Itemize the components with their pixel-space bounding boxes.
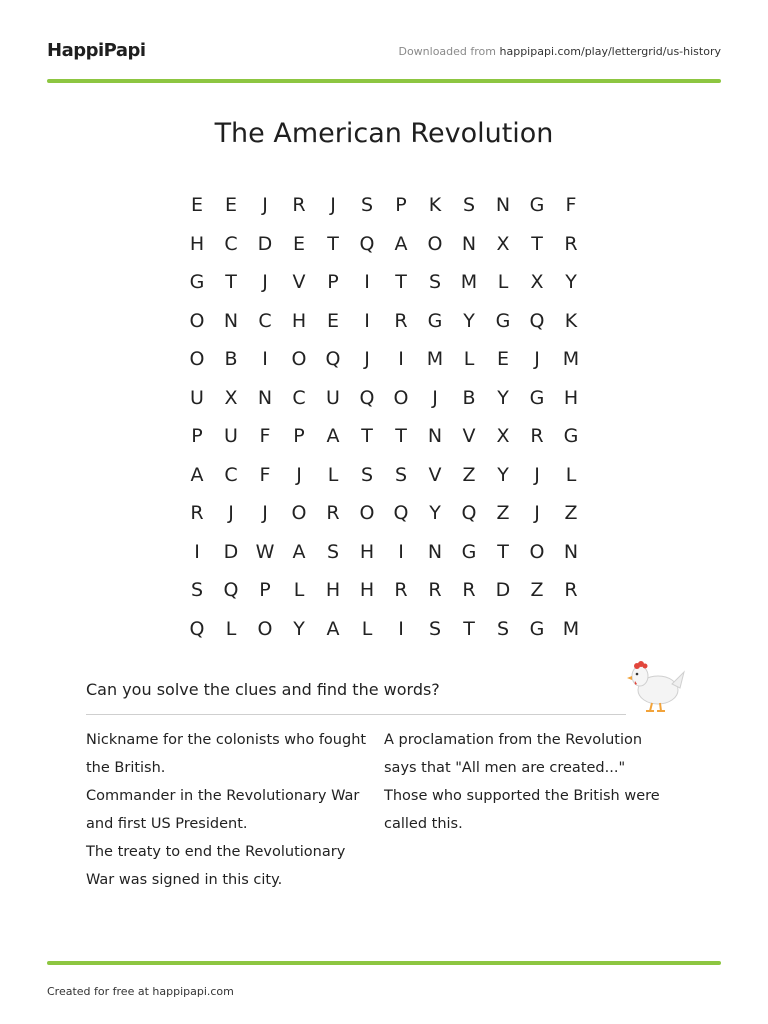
grid-letter[interactable]: J — [262, 271, 268, 294]
grid-letter[interactable]: Q — [325, 348, 341, 371]
grid-letter[interactable]: B — [462, 386, 476, 409]
grid-letter[interactable]: W — [255, 540, 275, 563]
grid-letter[interactable]: Q — [189, 617, 205, 640]
grid-letter[interactable]: N — [461, 232, 477, 255]
grid-letter[interactable]: N — [427, 540, 443, 563]
grid-letter[interactable]: G — [529, 194, 545, 217]
footer-divider — [47, 961, 721, 965]
grid-letter[interactable]: F — [259, 425, 271, 448]
clues-right-column — [384, 726, 674, 838]
grid-letter[interactable]: E — [190, 194, 203, 217]
grid-letter[interactable]: A — [394, 232, 408, 255]
grid-letter[interactable]: L — [565, 463, 577, 486]
grid-letter[interactable]: Z — [496, 502, 510, 525]
grid-letter[interactable]: U — [326, 386, 340, 409]
grid-letter[interactable]: K — [564, 309, 578, 332]
grid-letter[interactable]: U — [224, 425, 238, 448]
grid-row — [180, 533, 588, 572]
grid-letter[interactable]: M — [562, 348, 580, 371]
grid-letter[interactable]: D — [495, 579, 511, 602]
grid-letter[interactable]: D — [257, 232, 273, 255]
grid-letter[interactable]: Q — [529, 309, 545, 332]
letter-grid — [180, 186, 588, 648]
grid-letter[interactable]: T — [395, 425, 407, 448]
download-source — [398, 45, 721, 58]
grid-letter[interactable]: E — [224, 194, 237, 217]
grid-letter[interactable]: L — [293, 579, 305, 602]
grid-letter[interactable]: A — [326, 425, 340, 448]
grid-letter[interactable]: E — [326, 309, 339, 332]
grid-letter[interactable]: I — [194, 540, 200, 563]
grid-letter[interactable]: J — [534, 502, 540, 525]
grid-letter[interactable]: B — [224, 348, 238, 371]
grid-letter[interactable]: Q — [359, 232, 375, 255]
grid-letter[interactable]: O — [393, 386, 409, 409]
grid-letter[interactable]: R — [564, 232, 578, 255]
grid-letter[interactable]: T — [225, 271, 237, 294]
download-url[interactable]: happipapi.com/play/lettergrid/us-history — [499, 45, 721, 58]
grid-letter[interactable]: M — [562, 617, 580, 640]
grid-letter[interactable]: U — [190, 386, 204, 409]
grid-letter[interactable]: H — [359, 540, 375, 563]
grid-letter[interactable]: R — [428, 579, 442, 602]
grid-letter[interactable]: P — [259, 579, 271, 602]
grid-letter[interactable]: F — [565, 194, 577, 217]
footer-credit: Created for free at happipapi.com — [47, 985, 234, 998]
grid-letter[interactable]: E — [496, 348, 509, 371]
grid-letter[interactable]: I — [398, 540, 404, 563]
grid-letter[interactable]: Y — [463, 309, 475, 332]
grid-letter[interactable]: L — [225, 617, 237, 640]
puzzle-title: The American Revolution — [214, 118, 554, 149]
happipapi-logo: HappiPapi — [47, 40, 146, 61]
grid-letter[interactable]: O — [359, 502, 375, 525]
grid-letter[interactable]: C — [224, 463, 238, 486]
grid-letter[interactable]: C — [258, 309, 272, 332]
grid-letter[interactable]: A — [190, 463, 204, 486]
grid-letter[interactable]: Y — [293, 617, 305, 640]
clue-item: Nickname for the colonists who fought the British. — [86, 732, 367, 776]
grid-letter[interactable]: M — [460, 271, 478, 294]
grid-row — [180, 263, 588, 302]
clue-item: A proclamation from the Revolution says that "All men are created..." — [384, 732, 643, 776]
grid-letter[interactable]: H — [291, 309, 307, 332]
grid-letter[interactable]: L — [463, 348, 475, 371]
grid-letter[interactable]: T — [361, 425, 373, 448]
grid-letter[interactable]: T — [531, 232, 543, 255]
grid-letter[interactable]: S — [360, 194, 374, 217]
grid-letter[interactable]: P — [327, 271, 339, 294]
grid-letter[interactable]: X — [530, 271, 544, 294]
grid-letter[interactable]: N — [427, 425, 443, 448]
grid-letter[interactable]: C — [224, 232, 238, 255]
grid-letter[interactable]: E — [292, 232, 305, 255]
grid-row — [180, 379, 588, 418]
grid-letter[interactable]: L — [361, 617, 373, 640]
grid-letter[interactable]: S — [190, 579, 204, 602]
grid-letter[interactable]: R — [530, 425, 544, 448]
grid-row — [180, 225, 588, 264]
grid-letter[interactable]: J — [364, 348, 370, 371]
grid-letter[interactable]: N — [495, 194, 511, 217]
grid-letter[interactable]: H — [325, 579, 341, 602]
grid-letter[interactable]: Y — [497, 463, 509, 486]
grid-letter[interactable]: S — [394, 463, 408, 486]
grid-letter[interactable]: O — [291, 502, 307, 525]
grid-letter[interactable]: Z — [564, 502, 578, 525]
grid-letter[interactable]: R — [292, 194, 306, 217]
grid-letter[interactable]: X — [224, 386, 238, 409]
grid-letter[interactable]: S — [428, 271, 442, 294]
grid-letter[interactable]: Y — [565, 271, 577, 294]
grid-letter[interactable]: N — [257, 386, 273, 409]
clues-left-column — [86, 726, 376, 894]
grid-letter[interactable]: V — [292, 271, 306, 294]
grid-letter[interactable]: Z — [530, 579, 544, 602]
page-header — [47, 38, 721, 68]
grid-letter[interactable]: X — [496, 425, 510, 448]
grid-letter[interactable]: X — [496, 232, 510, 255]
grid-letter[interactable]: T — [395, 271, 407, 294]
grid-letter[interactable]: P — [395, 194, 407, 217]
grid-letter[interactable]: I — [364, 271, 370, 294]
grid-letter[interactable]: T — [497, 540, 509, 563]
grid-letter[interactable]: T — [327, 232, 339, 255]
grid-letter[interactable]: R — [326, 502, 340, 525]
grid-letter[interactable]: Q — [223, 579, 239, 602]
grid-letter[interactable]: O — [189, 348, 205, 371]
grid-letter[interactable]: Y — [429, 502, 441, 525]
grid-row — [180, 340, 588, 379]
grid-letter[interactable]: J — [262, 502, 268, 525]
grid-letter[interactable]: J — [330, 194, 336, 217]
clue-item: Commander in the Revolutionary War and first US President. — [86, 788, 360, 832]
header-divider — [47, 79, 721, 83]
grid-letter[interactable]: O — [257, 617, 273, 640]
grid-letter[interactable]: J — [262, 194, 268, 217]
grid-letter[interactable]: J — [534, 348, 540, 371]
grid-letter[interactable]: G — [495, 309, 511, 332]
clue-item: Those who supported the British were called this. — [384, 788, 660, 832]
clue-item: The treaty to end the Revolutionary War was signed in this city. — [86, 844, 346, 888]
grid-row — [180, 186, 588, 225]
grid-letter[interactable]: L — [327, 463, 339, 486]
grid-letter[interactable]: G — [529, 386, 545, 409]
grid-letter[interactable]: O — [529, 540, 545, 563]
grid-letter[interactable]: D — [223, 540, 239, 563]
grid-letter[interactable]: R — [394, 579, 408, 602]
prompt-divider — [86, 714, 626, 715]
grid-letter[interactable]: J — [228, 502, 234, 525]
grid-letter[interactable]: O — [189, 309, 205, 332]
grid-letter[interactable]: I — [364, 309, 370, 332]
grid-letter[interactable]: V — [462, 425, 476, 448]
grid-letter[interactable]: Q — [393, 502, 409, 525]
grid-letter[interactable]: H — [563, 386, 579, 409]
grid-letter[interactable]: R — [462, 579, 476, 602]
grid-letter[interactable]: Z — [462, 463, 476, 486]
grid-letter[interactable]: S — [326, 540, 340, 563]
grid-letter[interactable]: R — [394, 309, 408, 332]
grid-letter[interactable]: H — [189, 232, 205, 255]
clues-prompt: Can you solve the clues and find the words? — [86, 680, 440, 699]
grid-row — [180, 494, 588, 533]
grid-letter[interactable]: A — [292, 540, 306, 563]
grid-letter[interactable]: A — [326, 617, 340, 640]
grid-letter[interactable]: S — [496, 617, 510, 640]
grid-letter[interactable]: S — [428, 617, 442, 640]
grid-letter[interactable]: J — [432, 386, 438, 409]
grid-letter[interactable]: F — [259, 463, 271, 486]
grid-letter[interactable]: J — [534, 463, 540, 486]
grid-row — [180, 571, 588, 610]
grid-row — [180, 302, 588, 341]
grid-letter[interactable]: G — [461, 540, 477, 563]
download-prefix: Downloaded from — [398, 45, 500, 58]
grid-letter[interactable]: S — [360, 463, 374, 486]
grid-letter[interactable]: G — [529, 617, 545, 640]
grid-letter[interactable]: Q — [359, 386, 375, 409]
grid-letter[interactable]: J — [296, 463, 302, 486]
grid-letter[interactable]: N — [223, 309, 239, 332]
grid-letter[interactable]: R — [190, 502, 204, 525]
grid-row — [180, 417, 588, 456]
grid-letter[interactable]: Y — [497, 386, 509, 409]
hen-icon — [624, 654, 686, 714]
grid-letter[interactable]: G — [563, 425, 579, 448]
grid-letter[interactable]: I — [262, 348, 268, 371]
grid-letter[interactable]: P — [191, 425, 203, 448]
grid-letter[interactable]: O — [427, 232, 443, 255]
grid-letter[interactable]: T — [463, 617, 475, 640]
grid-letter[interactable]: N — [563, 540, 579, 563]
grid-letter[interactable]: G — [427, 309, 443, 332]
grid-row — [180, 456, 588, 495]
grid-letter[interactable]: P — [293, 425, 305, 448]
grid-letter[interactable]: R — [564, 579, 578, 602]
grid-letter[interactable]: M — [426, 348, 444, 371]
grid-letter[interactable]: Q — [461, 502, 477, 525]
grid-letter[interactable]: K — [428, 194, 442, 217]
grid-letter[interactable]: O — [291, 348, 307, 371]
grid-letter[interactable]: I — [398, 348, 404, 371]
grid-letter[interactable]: I — [398, 617, 404, 640]
grid-letter[interactable]: S — [462, 194, 476, 217]
grid-letter[interactable]: G — [189, 271, 205, 294]
grid-row — [180, 610, 588, 649]
grid-letter[interactable]: C — [292, 386, 306, 409]
grid-letter[interactable]: H — [359, 579, 375, 602]
grid-letter[interactable]: V — [428, 463, 442, 486]
grid-letter[interactable]: L — [497, 271, 509, 294]
